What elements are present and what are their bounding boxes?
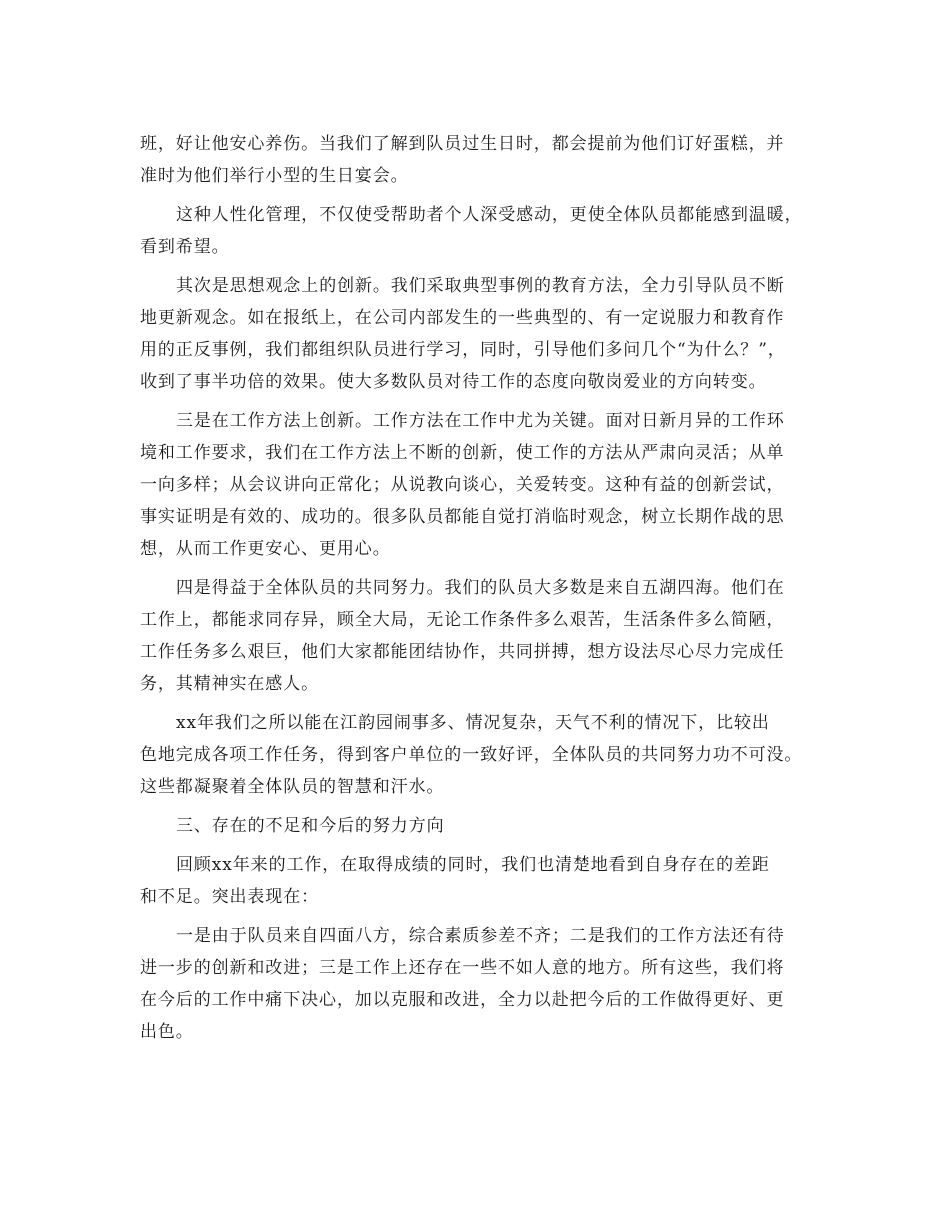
text-line: 一是由于队员来自四面八方，综合素质参差不齐；二是我们的工作方法还有待 [176, 926, 785, 946]
text-line: 想，从而工作更安心、更用心。 [140, 539, 391, 559]
text-line: 这些都凝聚着全体队员的智慧和汗水。 [140, 777, 445, 797]
text-line: 在今后的工作中痛下决心，加以克服和改进，全力以赴把今后的工作做得更好、更 [140, 990, 785, 1010]
text-line: 三是在工作方法上创新。工作方法在工作中尤为关键。面对日新月异的工作环 [176, 411, 785, 431]
paragraph [140, 405, 820, 565]
text-line: 事实证明是有效的、成功的。很多队员都能自觉打消临时观念，树立长期作战的思 [140, 507, 785, 527]
text-line: 用的正反事例，我们都组织队员进行学习，同时，引导他们多问几个“为什么？”， [140, 340, 786, 360]
paragraph [140, 270, 820, 398]
paragraph [140, 707, 820, 803]
text-line: 回顾xx年来的工作，在取得成绩的同时，我们也清楚地看到自身存在的差距 [176, 855, 770, 875]
paragraph [140, 572, 820, 700]
text-line: 班，好让他安心养伤。当我们了解到队员过生日时，都会提前为他们订好蛋糕，并 [140, 134, 785, 154]
text-line: 这种人性化管理，不仅使受帮助者个人深受感动，更使全体队员都能感到温暖， [176, 205, 803, 225]
text-line: 进一步的创新和改进；三是工作上还存在一些不如人意的地方。所有这些，我们将 [140, 958, 785, 978]
text-line: 出色。 [140, 1022, 194, 1042]
text-line: 地更新观念。如在报纸上，在公司内部发生的一些典型的、有一定说服力和教育作 [140, 308, 785, 328]
heading-text: 三、存在的不足和今后的努力方向 [176, 816, 445, 836]
text-line: xx年我们之所以能在江韵园闹事多、情况复杂，天气不利的情况下，比较出 [176, 713, 770, 733]
document-body [140, 128, 820, 1048]
text-line: 看到希望。 [140, 237, 230, 257]
text-line: 务，其精神实在感人。 [140, 674, 319, 694]
text-line: 工作上，都能求同存异，顾全大局，无论工作条件多么艰苦，生活条件多么简陋， [140, 610, 785, 630]
text-line: 准时为他们举行小型的生日宴会。 [140, 166, 409, 186]
paragraph [140, 920, 820, 1048]
section-heading [140, 810, 820, 842]
text-line: 工作任务多么艰巨，他们大家都能团结协作，共同拼搏，想方设法尽心尽力完成任 [140, 642, 785, 662]
text-line: 境和工作要求，我们在工作方法上不断的创新，使工作的方法从严肃向灵活；从单 [140, 443, 785, 463]
paragraph [140, 128, 820, 192]
text-line: 色地完成各项工作任务，得到客户单位的一致好评，全体队员的共同努力功不可没。 [140, 745, 803, 765]
paragraph [140, 849, 820, 913]
text-line: 和不足。突出表现在： [140, 887, 319, 907]
paragraph [140, 199, 820, 263]
text-line: 一向多样；从会议讲向正常化；从说教向谈心，关爱转变。这种有益的创新尝试， [140, 475, 785, 495]
text-line: 四是得益于全体队员的共同努力。我们的队员大多数是来自五湖四海。他们在 [176, 578, 785, 598]
text-line: 其次是思想观念上的创新。我们采取典型事例的教育方法，全力引导队员不断 [176, 276, 785, 296]
text-line: 收到了事半功倍的效果。使大多数队员对待工作的态度向敬岗爱业的方向转变。 [140, 372, 767, 392]
